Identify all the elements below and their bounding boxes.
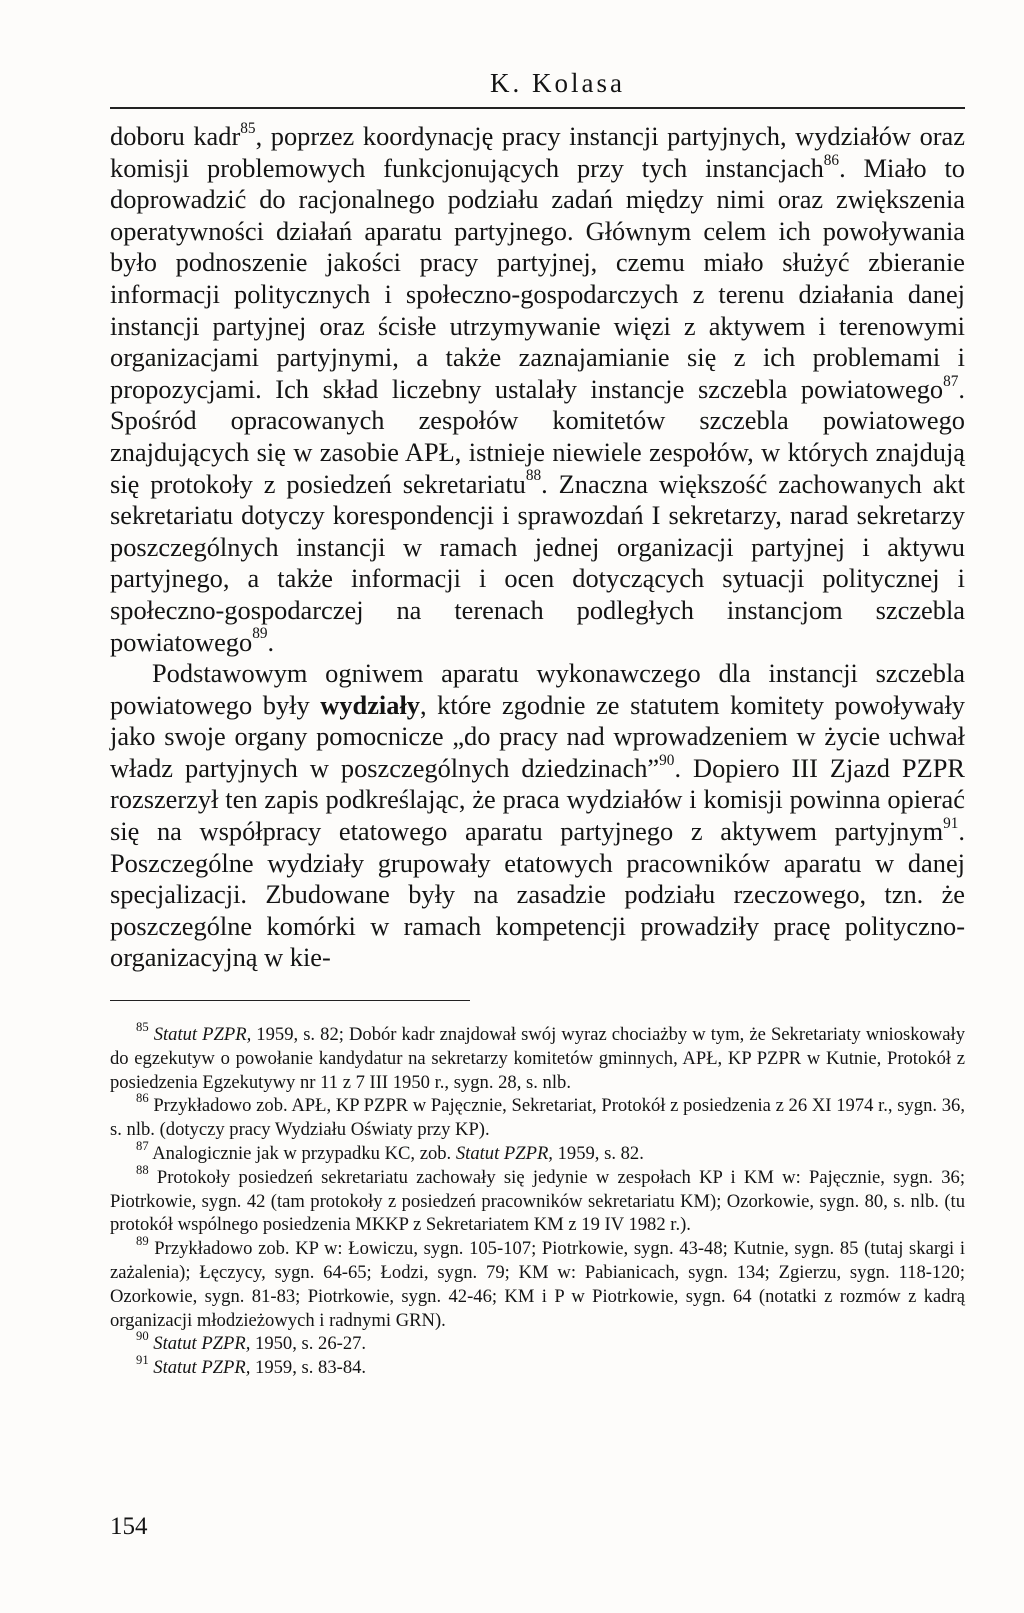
header-rule [110,107,965,109]
footnote-number: 86 [136,1091,149,1106]
italic-title: Statut PZPR, [153,1357,251,1379]
footnote-85 [110,1019,965,1094]
footnote-number: 85 [136,1019,149,1034]
text-run: . Dopiero III Zjazd PZPR rozszerzył ten zapis podkreślając, że praca wydziałów i komisji powinna opierać się na współpracy etatowego aparatu partyjnego z aktywem partyjnym [110,752,965,847]
text-run: . Znaczna większość zachowanych akt sekretariatu dotyczy korespondencji i sprawozdań I sekretarzy, narad sekretarzy poszczególnych instancji w ramach jednej organizacji partyjnej i aktywu partyjnego, a także informacji i ocen dotyczących sytuacji politycznej i społeczno-gospodarczej na terenach podległych instancjom szczebla powiatowego [110,468,965,657]
page-number: 154 [110,1513,148,1540]
text-run: , które zgodnie ze statutem komitety powoływały jako swoje organy pomocnicze „do pracy nad wprowadzeniem w życie uchwał władz partyjnych w poszczególnych dziedzinach” [110,689,965,783]
running-header: K. Kolasa [490,68,625,98]
footnote-ref-86[interactable]: 86 [823,151,840,169]
text-run: , poprzez koordynację pracy instancji partyjnych, wydziałów oraz komisji problemowych funkcjonujących przy tych instancjach [110,121,965,183]
footnote-ref-88[interactable]: 88 [525,467,542,485]
footnote-ref-90[interactable]: 90 [659,751,675,769]
footnote-86 [110,1091,965,1142]
footnote-87 [110,1138,965,1166]
footnote-number: 91 [136,1353,149,1368]
paragraph-2 [110,658,965,974]
footnote-ref-87[interactable]: 87 [943,372,959,390]
italic-title: Statut PZPR, [455,1143,553,1165]
footnote-text: 1959, s. 82; Dobór kadr znajdował swój wyraz chociażby w tym, że Sekretariaty wnioskowały do egzekutyw o powołanie kandydatur na sekretarzy komitetów gminnych, APŁ, KP PZPR w Kutnie, Protokół z posiedzenia Egzekutywy nr 11 z 7 III 1950 r., sygn. 28, s. nlb. [110,1024,965,1093]
footnote-separator [110,1000,470,1001]
italic-title: Statut PZPR, [153,1024,252,1046]
footnotes [110,1019,965,1380]
footnote-text: Analogicznie jak w przypadku KC, zob. [148,1143,456,1165]
footnote-text: Protokoły posiedzeń sekretariatu zachowały się jedynie w zespołach KP i KM w: Pajęcznie, sygn. 36; Piotrkowie, sygn. 42 (tam protokoły z posiedzeń pracowników sekretariatu KM); Ozorkowie, sygn. 80, s. nlb. (tu protokół wspólnego posiedzenia MKKP z Sekretariatem KM z 19 IV 1982 r.). [110,1166,965,1236]
footnote-90 [110,1329,965,1356]
paragraph-1 [110,121,965,658]
page [110,70,965,1380]
footnote-text: 1959, s. 82. [552,1143,644,1165]
footnote-number: 88 [136,1162,149,1177]
text-run: . Spośród opracowanych zespołów komitetów szczebla powiatowego znajdujących się w zasobie APŁ, istnieje niewiele zespołów, w których znajdują się protokoły z posiedzeń sekretariatu [110,373,965,499]
footnote-ref-85[interactable]: 85 [240,119,256,137]
footnote-88 [110,1162,965,1237]
text-run: . [267,626,275,657]
footnote-ref-89[interactable]: 89 [252,625,268,643]
footnote-text: 1959, s. 83-84. [250,1357,367,1379]
footnote-89 [110,1234,965,1332]
footnote-number: 87 [136,1138,149,1153]
italic-title: Statut PZPR, [153,1333,251,1355]
footnote-ref-91[interactable]: 91 [943,814,959,832]
footnote-number: 89 [136,1234,149,1249]
text-run: . Poszczególne wydziały grupowały etatowych pracowników aparatu w danej specjalizacji. Zbudowane były na zasadzie podziału rzeczowego, tzn. że poszczególne komórki w ramach kompetencji prowadziły pracę polityczno-organizacyjną w kie- [110,816,965,973]
footnote-text: Przykładowo zob. KP w: Łowiczu, sygn. 105-107; Piotrkowie, sygn. 43-48; Kutnie, sygn. 85 (tutaj skargi i zażalenia); Łęczycy, sygn. 64-65; Łodzi, sygn. 79; KM w: Pabianicach, sygn. 134; Zgierzu, sygn. 118-120; Ozorkowie, sygn. 81-83; Piotrkowie, sygn. 42-46; KM i P w Piotrkowie, sygn. 64 (notatki z rozmów z kadrą organizacji młodzieżowych i radnymi GRN). [110,1238,965,1331]
footnote-text: 1950, s. 26-27. [250,1333,367,1355]
text-run: doboru kadr [110,121,241,151]
bold-term: wydziały [320,689,420,720]
footnote-number: 90 [136,1329,149,1344]
footnote-text: Przykładowo zob. APŁ, KP PZPR w Pajęcznie, Sekretariat, Protokół z posiedzenia z 26 XI 1974 r., sygn. 36, s. nlb. (dotyczy pracy Wydziału Oświaty przy KP). [110,1095,965,1141]
footnote-91 [110,1353,965,1380]
main-text [110,121,965,974]
text-run: Podstawowym ogniwem aparatu wykonawczego dla instancji szczebla powiatowego były [110,658,965,720]
text-run: . Miało to doprowadzić do racjonalnego podziału zadań między nimi oraz zwiększenia operatywności działań aparatu partyjnego. Głównym celem ich powoływania było podnoszenie jakości pracy partyjnej, czemu miało służyć zbieranie informacji politycznych i społeczno-gospodarczych z terenu działania danej instancji partyjnej oraz ścisłe utrzymywanie więzi z aktywem i terenowymi organizacjami partyjnymi, a także zaznajamianie się z ich problemami i propozycjami. Ich skład liczebny ustalały instancje szczebla powiatowego [110,152,965,404]
